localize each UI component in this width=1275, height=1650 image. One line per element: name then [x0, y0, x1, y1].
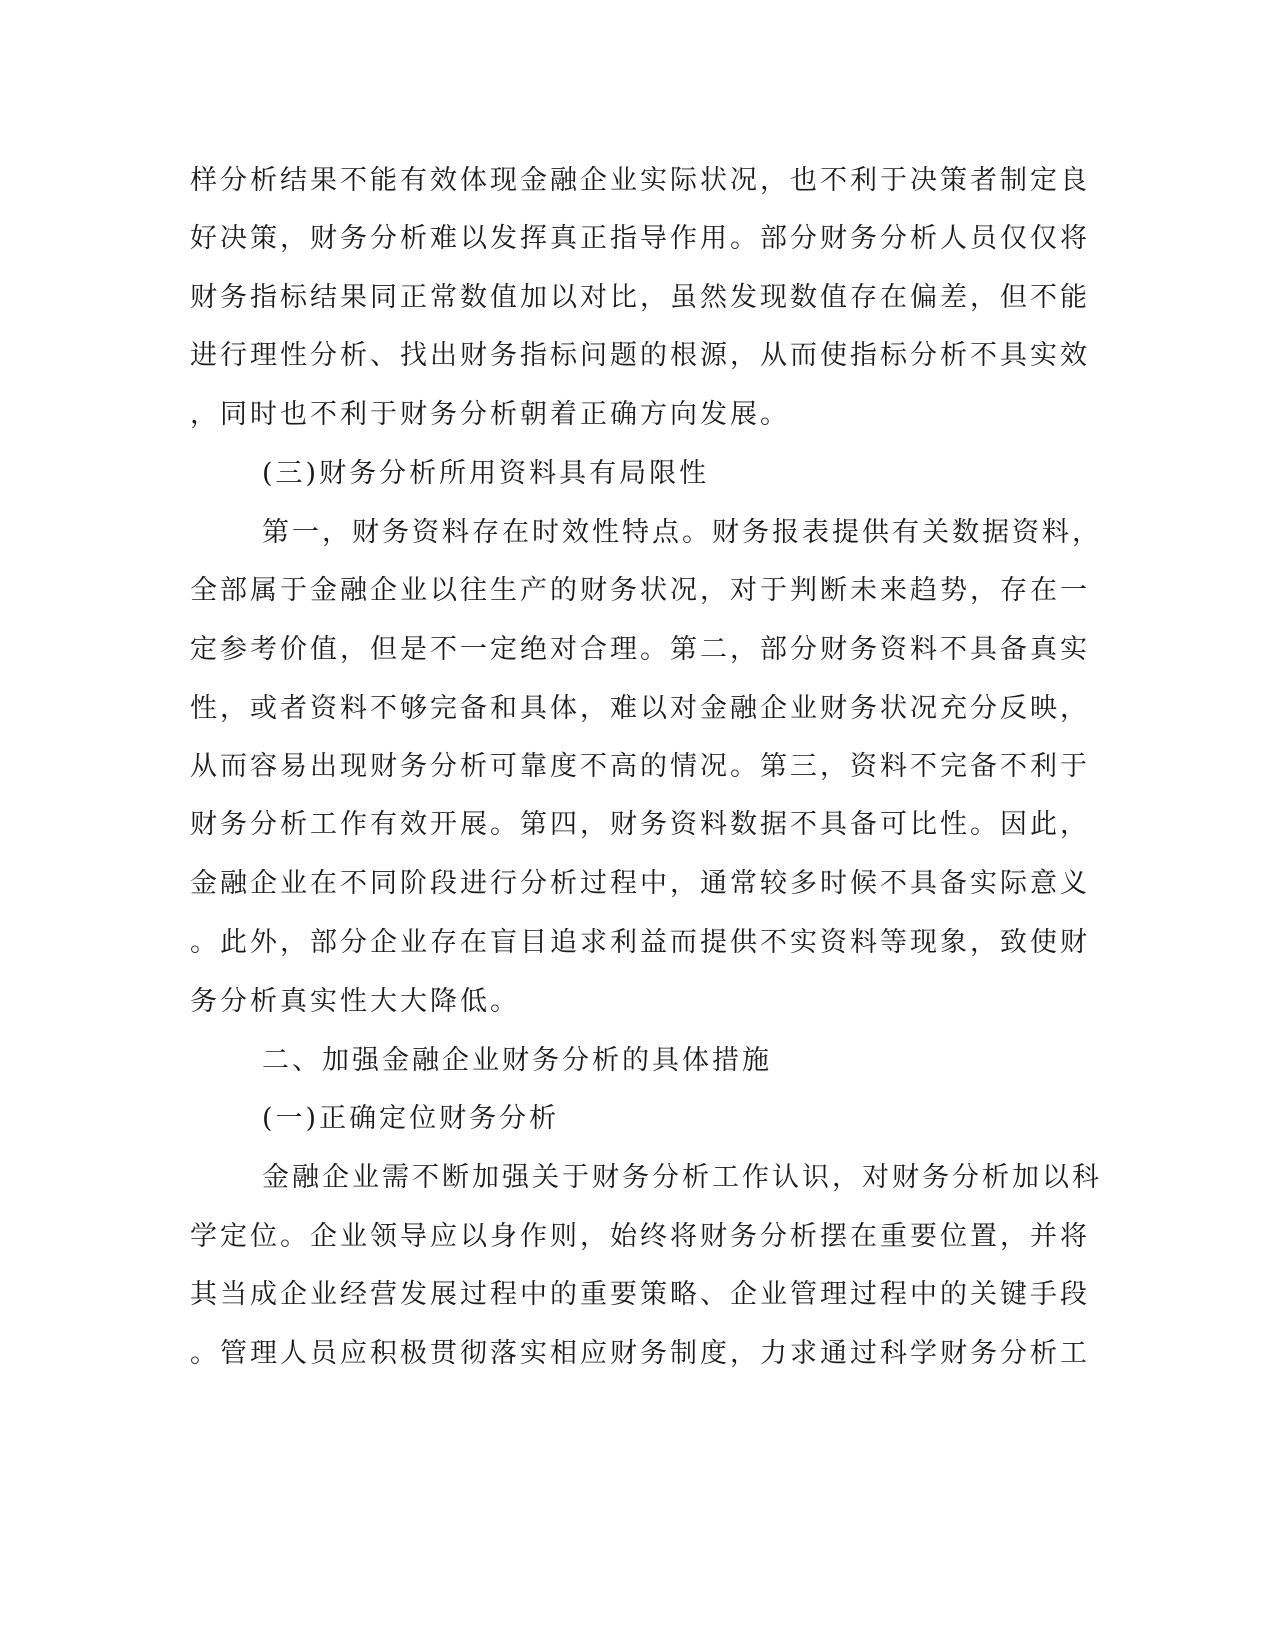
text-line: 进行理性分析、找出财务指标问题的根源，从而使指标分析不具实效 [190, 340, 1090, 371]
text-line: 学定位。企业领导应以身作则，始终将财务分析摆在重要位置，并将 [190, 1221, 1090, 1252]
text-line: 样分析结果不能有效体现金融企业实际状况，也不利于决策者制定良 [190, 165, 1090, 196]
text-line: ，同时也不利于财务分析朝着正确方向发展。 [190, 399, 790, 430]
text-line: 。管理人员应积极贯彻落实相应财务制度，力求通过科学财务分析工 [190, 1338, 1090, 1369]
text-line: 务分析真实性大大降低。 [190, 986, 520, 1017]
text-line: 。此外，部分企业存在盲目追求利益而提供不实资料等现象，致使财 [190, 927, 1090, 958]
text-line: 金融企业在不同阶段进行分析过程中，通常较多时候不具备实际意义 [190, 868, 1090, 899]
text-line: 性，或者资料不够完备和具体，难以对金融企业财务状况充分反映， [190, 693, 1090, 724]
text-line: 全部属于金融企业以往生产的财务状况，对于判断未来趋势，存在一 [190, 575, 1090, 606]
text-line: 财务分析工作有效开展。第四，财务资料数据不具备可比性。因此， [190, 809, 1090, 840]
text-line: 其当成企业经营发展过程中的重要策略、企业管理过程中的关键手段 [190, 1279, 1090, 1310]
text-line: 金融企业需不断加强关于财务分析工作认识，对财务分析加以科 [262, 1162, 1102, 1193]
text-line: 从而容易出现财务分析可靠度不高的情况。第三，资料不完备不利于 [190, 751, 1090, 782]
section-heading: 二、加强金融企业财务分析的具体措施 [262, 1045, 772, 1076]
text-line: 好决策，财务分析难以发挥真正指导作用。部分财务分析人员仅仅将 [190, 223, 1090, 254]
section-heading: (三)财务分析所用资料具有局限性 [262, 458, 710, 489]
text-line: 财务指标结果同正常数值加以对比，虽然发现数值存在偏差，但不能 [190, 282, 1090, 313]
section-heading: (一)正确定位财务分析 [262, 1103, 560, 1134]
text-line: 第一，财务资料存在时效性特点。财务报表提供有关数据资料， [262, 517, 1102, 548]
text-line: 定参考价值，但是不一定绝对合理。第二，部分财务资料不具备真实 [190, 634, 1090, 665]
